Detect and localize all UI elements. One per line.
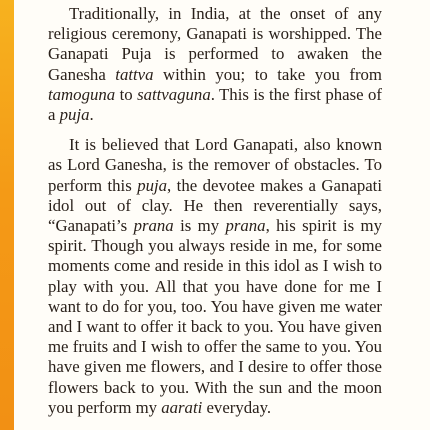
paragraph-1-segment-7: . This is the first phase of a (48, 84, 382, 125)
paragraph-1-segment-8: puja (59, 105, 90, 125)
paragraph-1-segment-1: Traditionally, in India, at the onset of any religious ceremony, Ganapati is worshipped. The Ganapati Puja is performed to awaken the Ganesha (48, 4, 382, 84)
paragraph-2-segment-1: It is believed that Lord Ganapati, also known as Lord Ganesha, is the remover of obstacles. To perform this (48, 135, 382, 195)
paragraph-1-segment-5: to (115, 84, 138, 104)
paragraph-1-segment-2: tattva (115, 64, 154, 84)
paragraph-2 (48, 135, 382, 418)
paragraph-1-segment-3: within you; to take you from (153, 64, 382, 84)
paragraph-2-segment-6: prana (225, 216, 266, 236)
paragraph-2-segment-7: , his spirit is my spirit. Though you always reside in me, for some moments come and reside in this idol as I wish to play with you. All that you have done for me I want to do for you, too. You have given me water and I want to offer it back to you. You have given me fruits and I wish to offer the same to you. You have given me flowers, and I desire to offer those flowers back to you. With the sun and the moon you perform my (48, 216, 382, 417)
paragraph-1-segment-9: . (89, 105, 94, 125)
page-text (48, 4, 382, 418)
paragraph-2-segment-2: puja (137, 175, 168, 195)
paragraph-2-segment-8: aarati (161, 397, 203, 417)
left-accent-bar (0, 0, 14, 430)
paragraph-2-segment-3: , the devotee makes a Ganapati idol out of clay. He then reverentially says, “Ganapati’s (48, 175, 383, 236)
paragraph-2-segment-9: everyday. (202, 397, 272, 417)
paragraph-1 (48, 4, 382, 125)
paragraph-2-segment-4: prana (133, 216, 174, 236)
paragraph-2-segment-5: is my (173, 216, 226, 236)
paragraph-1-segment-6: sattvaguna (137, 84, 211, 104)
paragraph-1-segment-4: tamoguna (48, 84, 116, 104)
